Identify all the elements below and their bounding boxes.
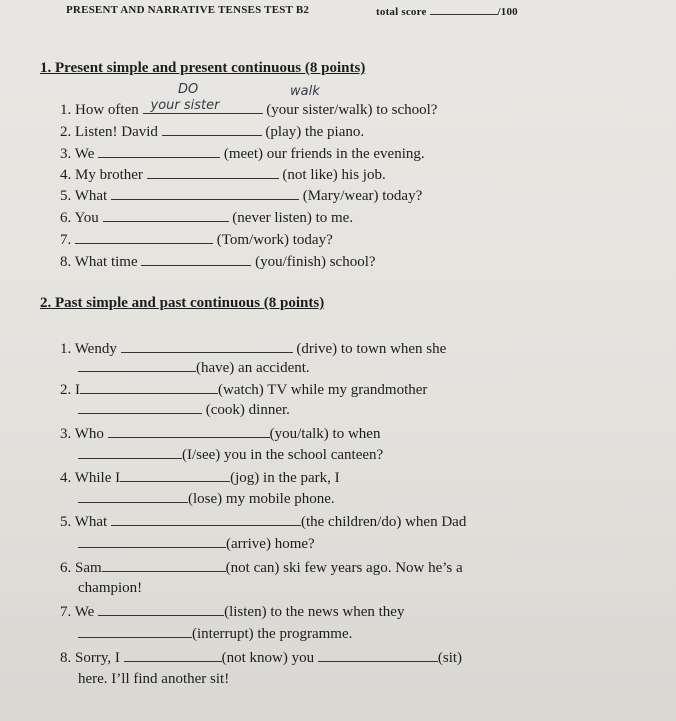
s2-blank-3b[interactable] xyxy=(78,446,182,459)
s1-blank-7[interactable] xyxy=(75,231,213,244)
section1-title: 1. Present simple and present continuous (8 points) xyxy=(40,60,366,76)
s1-item-6: 6. You (never listen) to me. xyxy=(60,210,354,226)
s2-item-5-cont: (arrive) home? xyxy=(78,535,315,553)
s2-blank-4b[interactable] xyxy=(78,490,188,503)
s2-item-6: 6. Sam (not can) ski few years ago. Now he’s a xyxy=(60,560,463,576)
s2-blank-5b[interactable] xyxy=(78,535,226,548)
s1-item-3: 3. We (meet) our friends in the evening. xyxy=(60,146,425,162)
s1-blank-5[interactable] xyxy=(111,187,299,200)
s2-blank-2b[interactable] xyxy=(78,401,202,414)
handwritten-answer: your sister xyxy=(150,98,220,113)
score-max: /100 xyxy=(497,6,518,18)
s1-blank-6[interactable] xyxy=(103,209,229,222)
s1-item-1: 1. How often your sister (your sister/walk) to school? xyxy=(60,98,438,118)
s1-blank-1[interactable] xyxy=(143,98,263,114)
s2-blank-5a[interactable] xyxy=(111,513,301,526)
s2-blank-6[interactable] xyxy=(102,559,226,572)
handwritten-walk: walk xyxy=(290,84,320,99)
s2-blank-1b[interactable] xyxy=(78,359,196,372)
s2-blank-7a[interactable] xyxy=(98,603,224,616)
s2-item-7: 7. We (listen) to the news when they xyxy=(60,604,405,620)
total-score xyxy=(376,4,518,18)
handwritten-do: DO xyxy=(178,82,199,97)
s2-blank-8b[interactable] xyxy=(318,649,438,662)
s2-blank-4a[interactable] xyxy=(120,469,230,482)
s2-item-3-cont: (I/see) you in the school canteen? xyxy=(78,446,383,464)
test-title: PRESENT AND NARRATIVE TENSES TEST B2 xyxy=(66,4,310,16)
s2-item-6-cont: champion! xyxy=(78,580,143,596)
s2-blank-1a[interactable] xyxy=(121,340,293,353)
s2-blank-3a[interactable] xyxy=(108,425,270,438)
s2-item-2-cont: (cook) dinner. xyxy=(78,401,290,419)
s2-item-2: 2. I (watch) TV while my grandmother xyxy=(60,382,428,398)
s2-item-4: 4. While I (jog) in the park, I xyxy=(60,470,340,486)
s2-item-1-cont: (have) an accident. xyxy=(78,359,310,377)
s1-item-7: 7. (Tom/work) today? xyxy=(60,232,333,248)
s2-blank-2a[interactable] xyxy=(80,381,218,394)
s2-item-7-cont: (interrupt) the programme. xyxy=(78,625,352,643)
s1-item-4: 4. My brother (not like) his job. xyxy=(60,167,386,183)
s1-item-5: 5. What (Mary/wear) today? xyxy=(60,188,423,204)
s2-item-8-cont: here. I’ll find another sit! xyxy=(78,671,230,687)
s1-blank-8[interactable] xyxy=(141,253,251,266)
section2-title: 2. Past simple and past continuous (8 points) xyxy=(40,295,325,311)
s1-item-8: 8. What time (you/finish) school? xyxy=(60,254,376,270)
score-label: total score xyxy=(376,6,427,18)
s1-item-2: 2. Listen! David (play) the piano. xyxy=(60,124,365,140)
s1-blank-4[interactable] xyxy=(147,166,279,179)
s2-blank-7b[interactable] xyxy=(78,625,192,638)
s2-item-1: 1. Wendy (drive) to town when she xyxy=(60,341,447,357)
s1-blank-2[interactable] xyxy=(162,123,262,136)
s2-item-8: 8. Sorry, I (not know) you (sit) xyxy=(60,650,463,666)
s2-blank-8a[interactable] xyxy=(124,649,222,662)
s1-blank-3[interactable] xyxy=(98,145,220,158)
s2-item-4-cont: (lose) my mobile phone. xyxy=(78,490,335,508)
s2-item-3: 3. Who (you/talk) to when xyxy=(60,426,381,442)
s2-item-5: 5. What (the children/do) when Dad xyxy=(60,514,467,530)
score-blank[interactable] xyxy=(430,4,498,15)
